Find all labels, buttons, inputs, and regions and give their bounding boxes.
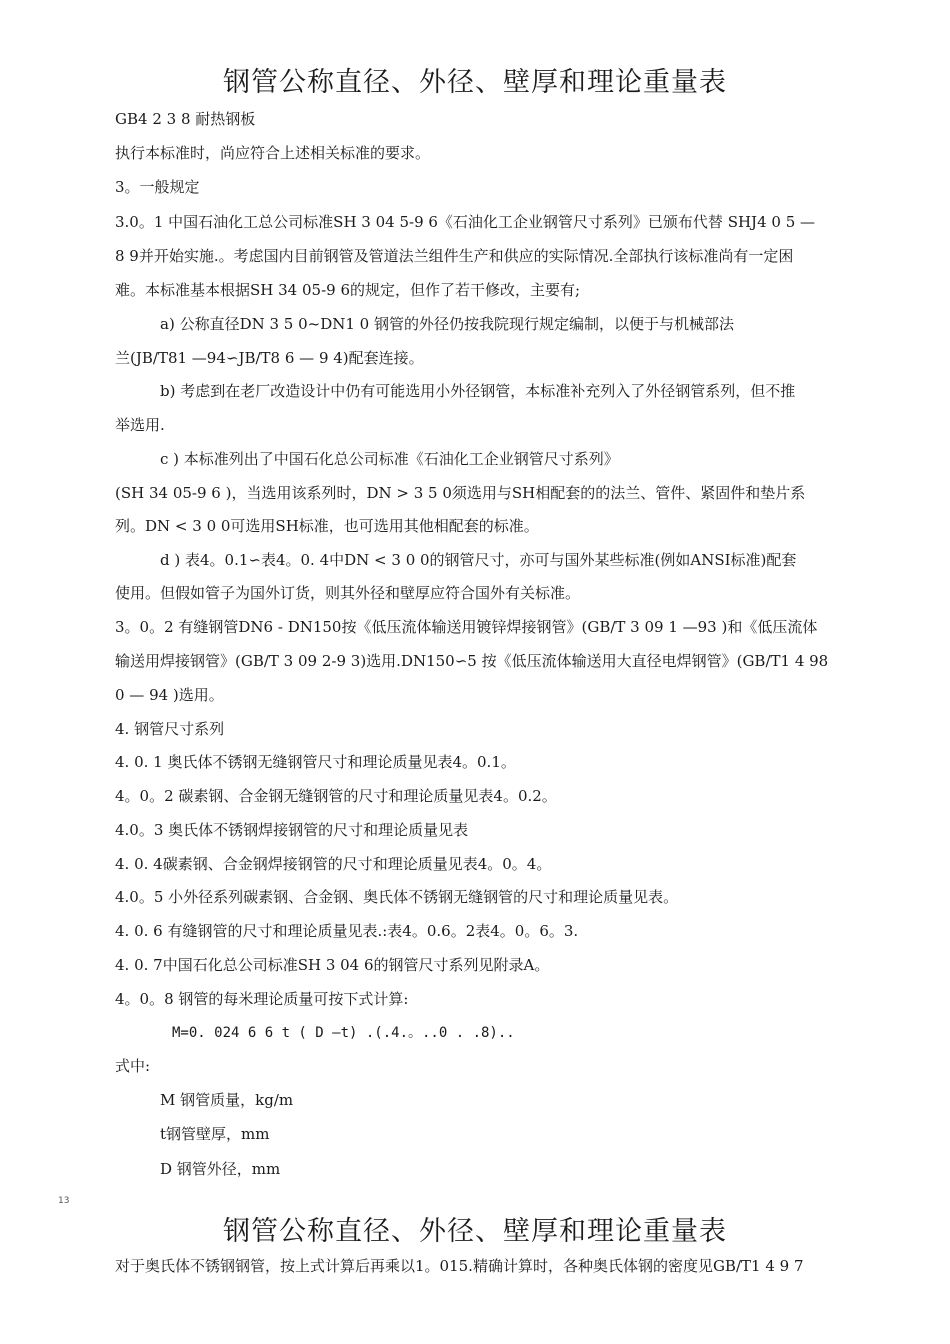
list-item: b) 考虑到在老厂改造设计中仍有可能选用小外径钢管，本标准补充列入了外径钢管系列，但不推 <box>160 382 796 400</box>
paragraph-line: 对于奥氏体不锈钢钢管，按上式计算后再乘以1。015.精确计算时，各种奥氏体钢的密度见GB/T1 4 9 7 <box>115 1257 804 1275</box>
page-title-repeat: 钢管公称直径、外径、壁厚和理论重量表 <box>223 1216 727 1247</box>
variable-definition: t钢管壁厚，mm <box>160 1125 270 1143</box>
paragraph-line: 4。0。2 碳素钢、合金钢无缝钢管的尺寸和理论质量见表4。0.2。 <box>115 787 557 805</box>
paragraph-line: (SH 34 05-9 6 )，当选用该系列时，DN > 3 5 0须选用与SH相配套的的法兰、管件、紧固件和垫片系 <box>115 484 806 502</box>
paragraph-line: 4. 0. 7中国石化总公司标准SH 3 04 6的钢管尺寸系列见附录A。 <box>115 956 550 974</box>
paragraph-line: 兰(JB/T81 —94∽JB/T8 6 — 9 4)配套连接。 <box>115 349 424 367</box>
paragraph-line: 执行本标准时，尚应符合上述相关标准的要求。 <box>115 144 431 162</box>
paragraph-line: 4. 0. 1 奥氏体不锈钢无缝钢管尺寸和理论质量见表4。0.1。 <box>115 753 516 771</box>
paragraph-line: 式中: <box>115 1057 151 1075</box>
paragraph-line: 3.0。1 中国石油化工总公司标准SH 3 04 5-9 6《石油化工企业钢管尺寸系列》已颁布代替 SHJ4 0 5 — <box>115 213 816 231</box>
paragraph-line: 4。0。8 钢管的每米理论质量可按下式计算: <box>115 990 409 1008</box>
list-item: d ) 表4。0.1∽表4。0. 4中DN < 3 0 0的钢管尺寸，亦可与国外某些标准(例如ANSI标准)配套 <box>160 551 797 569</box>
variable-definition: M 钢管质量，kg/m <box>160 1091 294 1109</box>
paragraph-line: 3。0。2 有缝钢管DN6 - DN150按《低压流体输送用镀锌焊接钢管》(GB/T 3 09 1 —93 )和《低压流体 <box>115 618 818 636</box>
paragraph-line: 4. 0. 4碳素钢、合金钢焊接钢管的尺寸和理论质量见表4。0。4。 <box>115 855 552 873</box>
page-number: 13 <box>58 1196 70 1206</box>
paragraph-line: 举选用. <box>115 416 165 434</box>
paragraph-line: GB4 2 3 8 耐热钢板 <box>115 110 256 128</box>
paragraph-line: 使用。但假如管子为国外订货，则其外径和壁厚应符合国外有关标准。 <box>115 584 581 602</box>
section-heading: 3。一般规定 <box>115 178 200 196</box>
paragraph-line: 列。DN < 3 0 0可选用SH标准，也可选用其他相配套的标准。 <box>115 517 539 535</box>
list-item: c ) 本标准列出了中国石化总公司标准《石油化工企业钢管尺寸系列》 <box>160 450 619 468</box>
paragraph-line: 4.0。5 小外径系列碳素钢、合金钢、奥氏体不锈钢无缝钢管的尺寸和理论质量见表。 <box>115 888 679 906</box>
paragraph-line: 4. 0. 6 有缝钢管的尺寸和理论质量见表.:表4。0.6。2表4。0。6。3. <box>115 922 579 940</box>
paragraph-line: 4.0。3 奥氏体不锈钢焊接钢管的尺寸和理论质量见表 <box>115 821 469 839</box>
list-item: a) 公称直径DN 3 5 0~DN1 0 钢管的外径仍按我院现行规定编制，以便于与机械部法 <box>160 315 734 333</box>
variable-definition: D 钢管外径，mm <box>160 1160 281 1178</box>
paragraph-line: 0 — 94 )选用。 <box>115 686 224 704</box>
paragraph-line: 8 9并开始实施.。考虑国内目前钢管及管道法兰组件生产和供应的实际情况.全部执行该标准尚有一定困 <box>115 247 794 265</box>
paragraph-line: 输送用焊接钢管》(GB/T 3 09 2-9 3)选用.DN150∽5 按《低压流体输送用大直径电焊钢管》(GB/T1 4 98 <box>115 652 829 670</box>
section-heading: 4. 钢管尺寸系列 <box>115 720 225 738</box>
page-title: 钢管公称直径、外径、壁厚和理论重量表 <box>223 67 727 98</box>
formula: M=0. 024 6 6 t ( D —t) .(.4.。..0 . .8).. <box>172 1025 515 1041</box>
paragraph-line: 难。本标准基本根据SH 34 05-9 6的规定，但作了若干修改，主要有; <box>115 281 581 299</box>
